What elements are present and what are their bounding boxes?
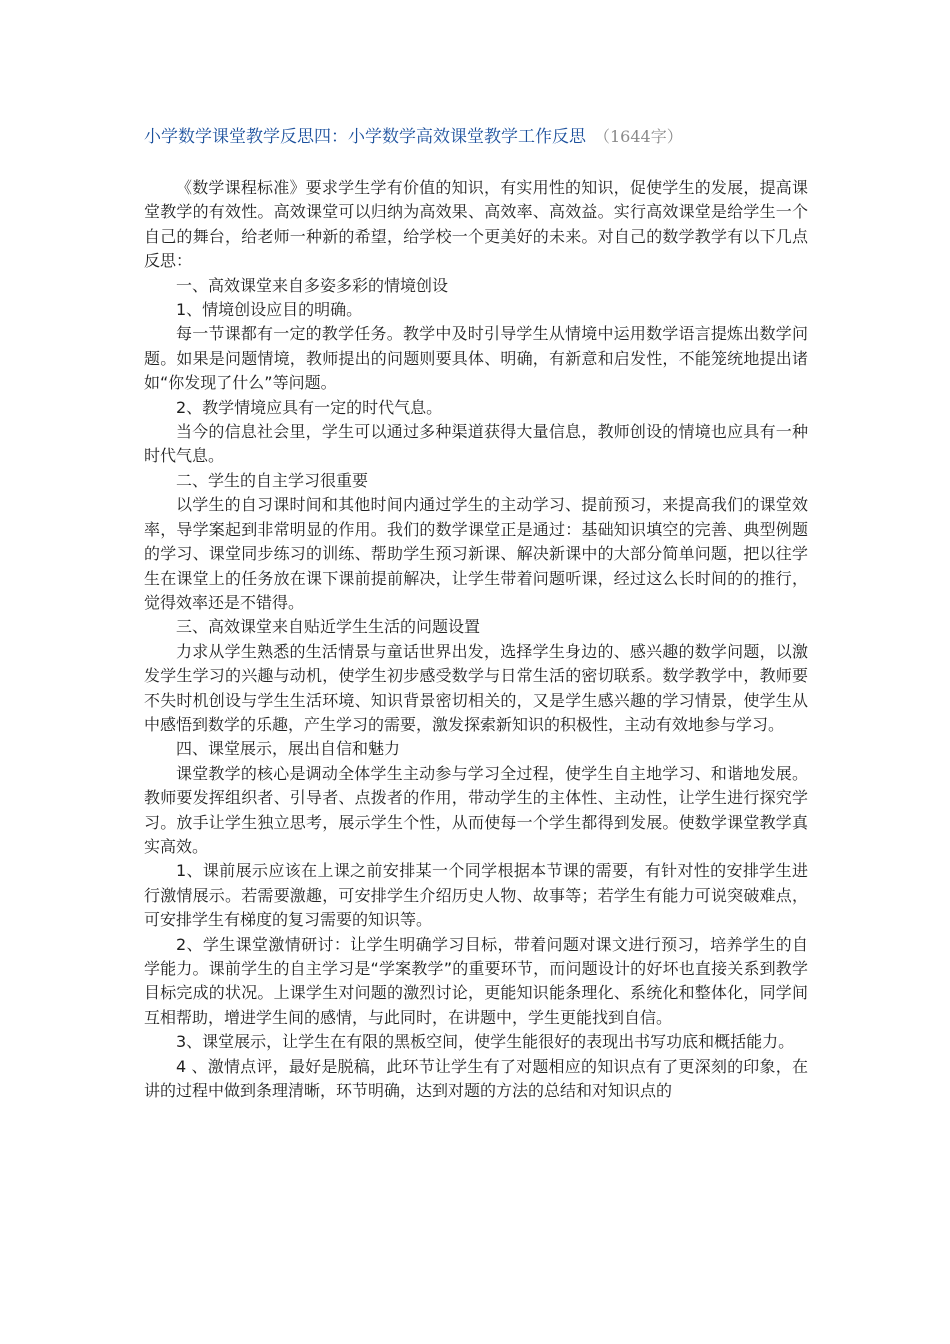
title-text: 小学数学课堂教学反思四：小学数学高效课堂教学工作反思 (144, 127, 586, 147)
section-heading: 一、高效课堂来自多姿多彩的情境创设 (176, 275, 449, 295)
list-item: 1、课前展示应该在上课之前安排某一个同学根据本节课的需要，有针对性的安排学生进行激情展示。若需要激趣，可安排学生介绍历史人物、故事等；若学生有能力可说突破难点，可安排学生有梯度的复习需要的知识等。 (144, 861, 808, 930)
list-item: 2、学生课堂激情研讨：让学生明确学习目标，带着问题对课文进行预习，培养学生的自学能力。课前学生的自主学习是“学案教学”的重要环节，而问题设计的好坏也直接关系到教学目标完成的状况。上课学生对问题的激烈讨论，更能知识能条理化、系统化和整体化，同学间互相帮助，增进学生间的感情，与此同时，在讲题中，学生更能找到自信。 (144, 934, 808, 1027)
document-body (144, 176, 808, 1103)
section-heading: 四、课堂展示，展出自信和魅力 (176, 739, 401, 759)
paragraph: 当今的信息社会里，学生可以通过多种渠道获得大量信息，教师创设的情境也应具有一种时代气息。 (144, 422, 808, 466)
section-heading: 二、学生的自主学习很重要 (176, 470, 369, 490)
section-heading: 三、高效课堂来自贴近学生生活的问题设置 (176, 617, 481, 637)
document-title (144, 124, 844, 150)
subheading: 2、教学情境应具有一定的时代气息。 (176, 397, 443, 417)
subheading: 1、情境创设应目的明确。 (176, 300, 363, 320)
list-item: 4 、激情点评，最好是脱稿，此环节让学生有了对题相应的知识点有了更深刻的印象，在讲的过程中做到条理清晰，环节明确，达到对题的方法的总结和对知识点的 (144, 1056, 808, 1101)
paragraph: 力求从学生熟悉的生活情景与童话世界出发，选择学生身边的、感兴趣的数学问题，以激发学生学习的兴趣与动机，使学生初步感受数学与日常生活的密切联系。数学教学中，教师要不失时机创设与学生生活环境、知识背景密切相关的，又是学生感兴趣的学习情景，使学生从中感悟到数学的乐趣，产生学习的需要，激发探索新知识的积极性，主动有效地参与学习。 (144, 641, 808, 734)
list-item: 3、课堂展示，让学生在有限的黑板空间，使学生能很好的表现出书写功底和概括能力。 (176, 1032, 795, 1052)
paragraph: 《数学课程标准》要求学生学有价值的知识，有实用性的知识，促使学生的发展，提高课堂教学的有效性。高效课堂可以归纳为高效果、高效率、高效益。实行高效课堂是给学生一个自己的舞台，给老师一种新的希望，给学校一个更美好的未来。对自己的数学教学有以下几点反思： (144, 178, 808, 271)
paragraph: 每一节课都有一定的教学任务。教学中及时引导学生从情境中运用数学语言提炼出数学问题。如果是问题情境，教师提出的问题则要具体、明确，有新意和启发性，不能笼统地提出诸如“你发现了什么”等问题。 (144, 324, 808, 393)
paragraph: 课堂教学的核心是调动全体学生主动参与学习全过程，使学生自主地学习、和谐地发展。教师要发挥组织者、引导者、点拨者的作用，带动学生的主体性、主动性，让学生进行探究学习。放手让学生独立思考，展示学生个性，从而使每一个学生都得到发展。使数学课堂教学真实高效。 (144, 763, 808, 856)
word-count: （1644字） (594, 127, 683, 146)
paragraph: 以学生的自习课时间和其他时间内通过学生的主动学习、提前预习，来提高我们的课堂效率，导学案起到非常明显的作用。我们的数学课堂正是通过：基础知识填空的完善、典型例题的学习、课堂同步练习的训练、帮助学生预习新课、解决新课中的大部分简单问题，把以往学生在课堂上的任务放在课下课前提前解决，让学生带着问题听课，经过这么长时间的的推行，觉得效率还是不错得。 (144, 495, 808, 612)
